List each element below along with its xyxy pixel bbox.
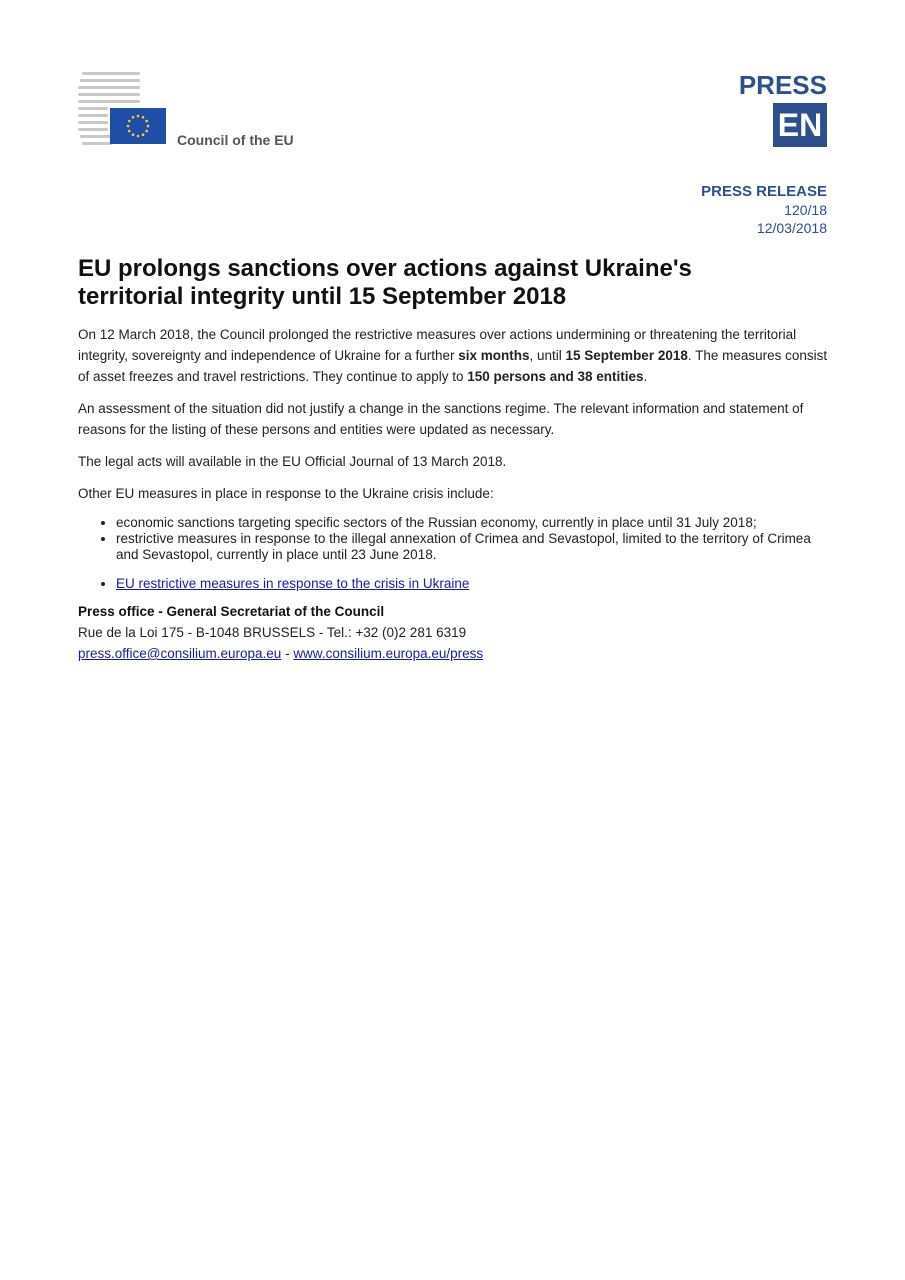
paragraph-1 — [78, 324, 830, 387]
emphasis-counts: 150 persons and 38 entities — [467, 369, 644, 384]
paragraph-text: On 12 March 2018, the Council prolonged the restrictive measures over actions undermining or threatening the territorial integrity, sovereignty and independence of Ukraine for a further — [78, 327, 797, 363]
contact-address: Rue de la Loi 175 - B-1048 BRUSSELS - Tel.: +32 (0)2 281 6319 — [78, 625, 467, 640]
related-links-list — [78, 573, 830, 594]
organisation-name: Council of the EU — [177, 132, 294, 148]
release-number: 120/18 — [784, 202, 827, 218]
link-separator: - — [281, 646, 294, 661]
release-type: PRESS RELEASE — [701, 183, 827, 200]
email-link[interactable]: press.office@consilium.europa.eu — [78, 646, 282, 661]
related-link[interactable]: EU restrictive measures in response to the crisis in Ukraine — [116, 576, 470, 591]
paragraph-text: . — [643, 369, 648, 384]
paragraph-text: . The measures consist of asset freezes and travel restrictions. They continue to apply to — [78, 348, 828, 384]
eu-flag-icon — [110, 108, 166, 144]
release-meta — [701, 183, 827, 237]
paragraph-2: An assessment of the situation did not justify a change in the sanctions regime. The relevant information and statement of reasons for the listing of these persons and entities were updated as necessary. — [78, 401, 804, 437]
press-label: PRESS — [738, 70, 827, 100]
contact-heading: Press office - General Secretariat of the Council — [78, 604, 385, 619]
language-badge: EN — [773, 103, 827, 147]
website-link[interactable]: www.consilium.europa.eu/press — [293, 646, 484, 661]
contact-links — [78, 643, 483, 664]
release-date: 12/03/2018 — [756, 220, 827, 236]
list-item: • economic sanctions targeting specific sectors of the Russian economy, currently in place until 31 July 2018; — [116, 515, 830, 531]
paragraph-3: The legal acts will available in the EU Official Journal of 13 March 2018. — [78, 454, 507, 469]
paragraph-4: Other EU measures in place in response to the Ukraine crisis include: — [78, 486, 494, 501]
emphasis-end-date: 15 September 2018 — [565, 348, 688, 363]
list-item — [116, 573, 830, 594]
paragraph-text: , until — [529, 348, 566, 363]
council-logo — [78, 70, 318, 150]
list-item: • restrictive measures in response to the illegal annexation of Crimea and Sevastopol, limited to the territory of Crimea and Sevastopol, currently in place until 23 June 2018. — [116, 531, 830, 563]
contact-block — [78, 601, 483, 664]
emphasis-duration: six months — [458, 348, 530, 363]
release-body — [78, 324, 830, 606]
page-title: EU prolongs sanctions over actions against Ukraine's territorial integrity until 15 September 2018 — [78, 255, 692, 310]
measures-list — [78, 515, 830, 563]
